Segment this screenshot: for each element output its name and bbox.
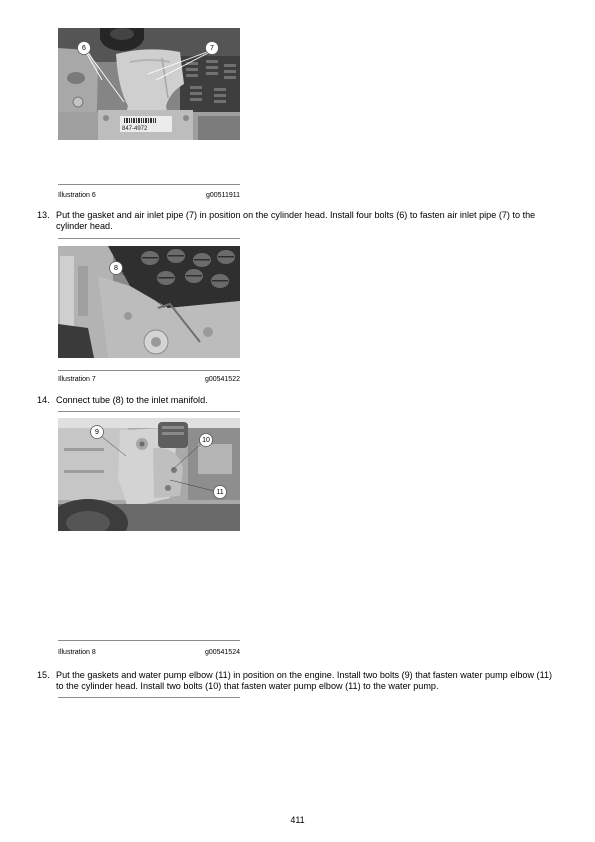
valve-springs	[180, 56, 240, 116]
divider-rule	[58, 411, 240, 412]
callout-label: 7	[210, 45, 214, 52]
illustration-7-caption	[58, 375, 240, 384]
illustration-6-photo	[58, 28, 240, 140]
step-text: Put the gasket and air inlet pipe (7) in position on the cylinder head. Install four bolts (6) to fasten air inlet pipe (7) to the cylinder head.	[56, 209, 536, 231]
page-number: 411	[290, 815, 305, 825]
illustration-title: Illustration 8	[58, 648, 96, 656]
illustration-title: Illustration 7	[58, 375, 96, 383]
illustration-code: g00541524	[204, 648, 240, 656]
part-number-sticker	[120, 116, 172, 132]
callout-label: 9	[95, 429, 99, 436]
step-number: 13.	[37, 209, 50, 220]
divider-rule	[58, 370, 240, 371]
divider-rule	[58, 184, 240, 185]
step-14	[37, 395, 559, 406]
step-number: 15.	[37, 669, 50, 680]
callout-label: 11	[216, 489, 224, 496]
illustration-code: g00511911	[206, 191, 240, 199]
step-text: Connect tube (8) to the inlet manifold.	[56, 394, 208, 405]
engine-block	[58, 428, 128, 500]
callout-label: 10	[202, 437, 210, 444]
illustration-code: g00541522	[204, 375, 240, 383]
step-15	[37, 670, 559, 692]
divider-rule	[58, 697, 240, 698]
illustration-title: Illustration 6	[58, 191, 96, 199]
step-number: 14.	[37, 394, 50, 405]
callout-label: 6	[82, 45, 86, 52]
divider-rule	[58, 238, 240, 239]
illustration-8-caption	[58, 648, 240, 657]
step-13	[37, 210, 559, 232]
callout-label: 8	[114, 265, 118, 272]
part-number-label: 847-4972	[122, 126, 148, 132]
illustration-8-photo	[58, 418, 240, 531]
illustration-6-caption	[58, 191, 240, 200]
step-text: Put the gaskets and water pump elbow (11) in position on the engine. Install two bolts (9) that fasten water pump elbow (11) to the cylinder head. Install two bolts (10) that fasten water pump elbow (11) to the water pump.	[56, 669, 553, 691]
illustration-7-photo	[58, 246, 240, 358]
divider-rule	[58, 640, 240, 641]
